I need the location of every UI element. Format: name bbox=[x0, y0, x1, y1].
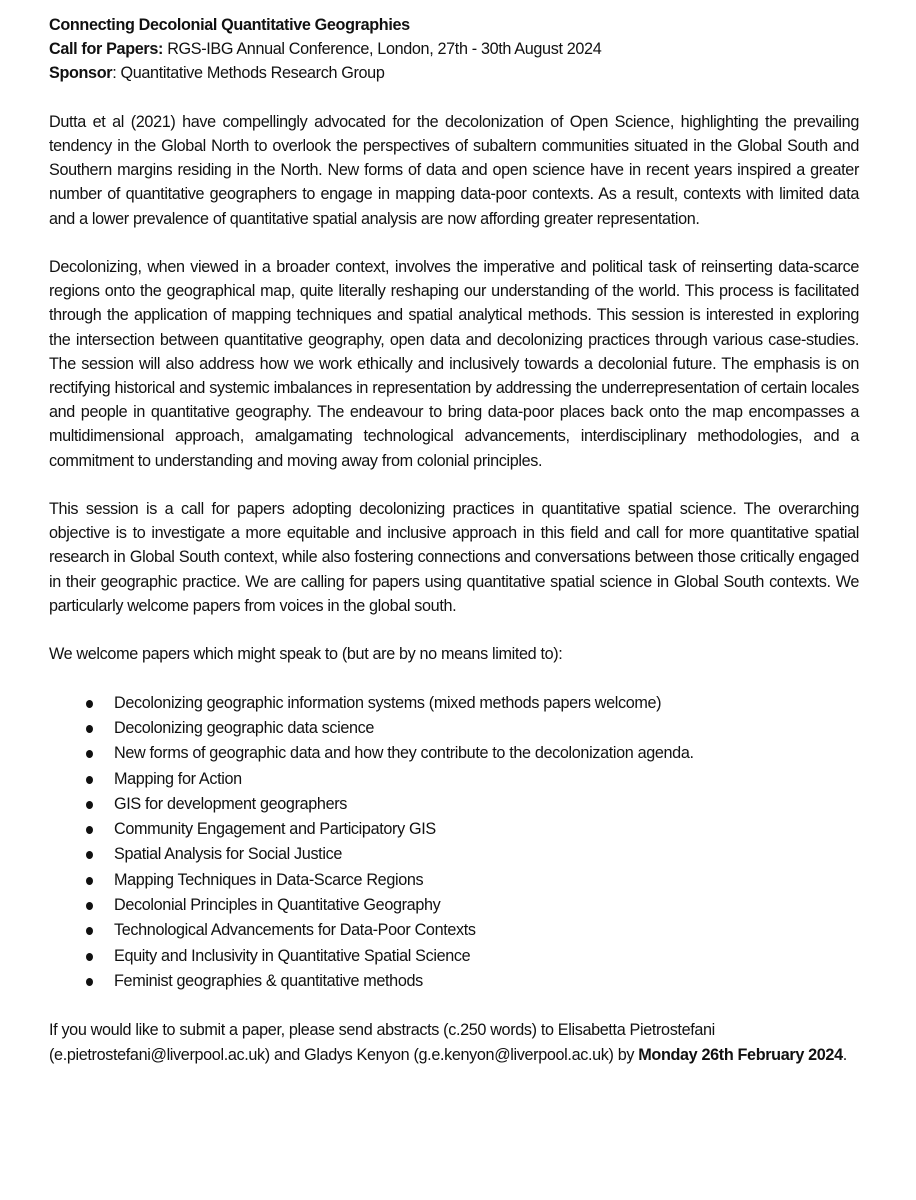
spacer bbox=[49, 231, 859, 255]
list-item: Technological Advancements for Data-Poor Contexts bbox=[49, 918, 859, 943]
spacer bbox=[49, 618, 859, 642]
sponsor-value: : Quantitative Methods Research Group bbox=[112, 64, 385, 83]
bullet-icon bbox=[86, 953, 93, 961]
spacer bbox=[49, 994, 859, 1018]
paragraph-intro: Dutta et al (2021) have compellingly advocated for the decolonization of Open Science, highlighting the prevailing tendency in the Global North to overlook the perspectives of subaltern communities situated in the Global South and Southern margins residing in the North. New forms of data and open science have in recent years inspired a greater number of quantitative geographers to engage in mapping data-poor contexts. As a result, contexts with limited data and a lower prevalence of quantitative spatial analysis are now affording greater representation. bbox=[49, 112, 859, 228]
bullet-icon bbox=[86, 725, 93, 733]
bullet-icon bbox=[86, 978, 93, 986]
bullet-icon bbox=[86, 801, 93, 809]
topics-intro: We welcome papers which might speak to (but are by no means limited to): bbox=[49, 645, 563, 664]
call-for-papers-label: Call for Papers: bbox=[49, 40, 164, 59]
sponsor-line bbox=[49, 61, 859, 85]
email-link-pietrostefani[interactable]: e.pietrostefani@liverpool.ac.uk bbox=[54, 1045, 265, 1064]
list-item: Equity and Inclusivity in Quantitative Spatial Science bbox=[49, 944, 859, 969]
document-title: Connecting Decolonial Quantitative Geographies bbox=[49, 16, 410, 34]
list-item: Spatial Analysis for Social Justice bbox=[49, 842, 859, 867]
email-link-kenyon[interactable]: g.e.kenyon@liverpool.ac.uk bbox=[418, 1045, 609, 1064]
submission-paragraph: If you would like to submit a paper, please send abstracts (c.250 words) to Elisabetta Pietrostefani (e.pietrostefani@liverpool.ac.uk) and Gladys Kenyon (g.e.kenyon@liverpool.ac.uk) by Monday 26th February 2024. bbox=[49, 1021, 847, 1064]
spacer bbox=[49, 666, 859, 690]
call-for-papers-value: RGS-IBG Annual Conference, London, 27th - 30th August 2024 bbox=[163, 40, 602, 59]
sponsor-label: Sponsor bbox=[49, 64, 113, 83]
bullet-icon bbox=[86, 927, 93, 935]
list-item: GIS for development geographers bbox=[49, 792, 859, 817]
bullet-icon bbox=[86, 700, 93, 708]
paragraph-decolonizing: Decolonizing, when viewed in a broader context, involves the imperative and political task of reinserting data-scarce regions onto the geographical map, quite literally reshaping our understanding of the world. This process is facilitated through the application of mapping techniques and spatial analytical methods. This session is interested in exploring the intersection between quantitative geography, open data and decolonizing practices through various case-studies. The session will also address how we work ethically and inclusively towards a decolonial future. The emphasis is on rectifying historical and systemic imbalances in representation by addressing the underrepresentation of certain locales and people in quantitative geography. The endeavour to bring data-poor places back onto the map encompasses a multidimensional approach, amalgamating technological advancements, interdisciplinary methodologies, and a commitment to understanding and moving away from colonial principles. bbox=[49, 258, 859, 470]
list-item: New forms of geographic data and how they contribute to the decolonization agenda. bbox=[49, 741, 859, 766]
bullet-icon bbox=[86, 776, 93, 784]
call-for-papers-line bbox=[49, 37, 859, 61]
bullet-icon bbox=[86, 877, 93, 885]
topics-list bbox=[49, 691, 859, 995]
paragraph-session: This session is a call for papers adopting decolonizing practices in quantitative spatial science. The overarching objective is to investigate a more equitable and inclusive approach in this field and call for more quantitative spatial research in Global South context, while also fostering connections and conversations between those critically engaged in their geographic practice. We are calling for papers using quantitative spatial science in Global South contexts. We particularly welcome papers from voices in the global south. bbox=[49, 500, 859, 615]
list-item: Community Engagement and Participatory GIS bbox=[49, 817, 859, 842]
bullet-icon bbox=[86, 750, 93, 758]
list-item: Decolonizing geographic data science bbox=[49, 716, 859, 741]
spacer bbox=[49, 86, 859, 110]
deadline: Monday 26th February 2024 bbox=[638, 1045, 843, 1064]
list-item: Mapping for Action bbox=[49, 767, 859, 792]
bullet-icon bbox=[86, 902, 93, 910]
list-item: Mapping Techniques in Data-Scarce Regions bbox=[49, 868, 859, 893]
list-item: Decolonial Principles in Quantitative Geography bbox=[49, 893, 859, 918]
bullet-icon bbox=[86, 851, 93, 859]
list-item: Feminist geographies & quantitative methods bbox=[49, 969, 859, 994]
spacer bbox=[49, 473, 859, 497]
bullet-icon bbox=[86, 826, 93, 834]
list-item: Decolonizing geographic information systems (mixed methods papers welcome) bbox=[49, 691, 859, 716]
document-page bbox=[49, 13, 859, 1067]
